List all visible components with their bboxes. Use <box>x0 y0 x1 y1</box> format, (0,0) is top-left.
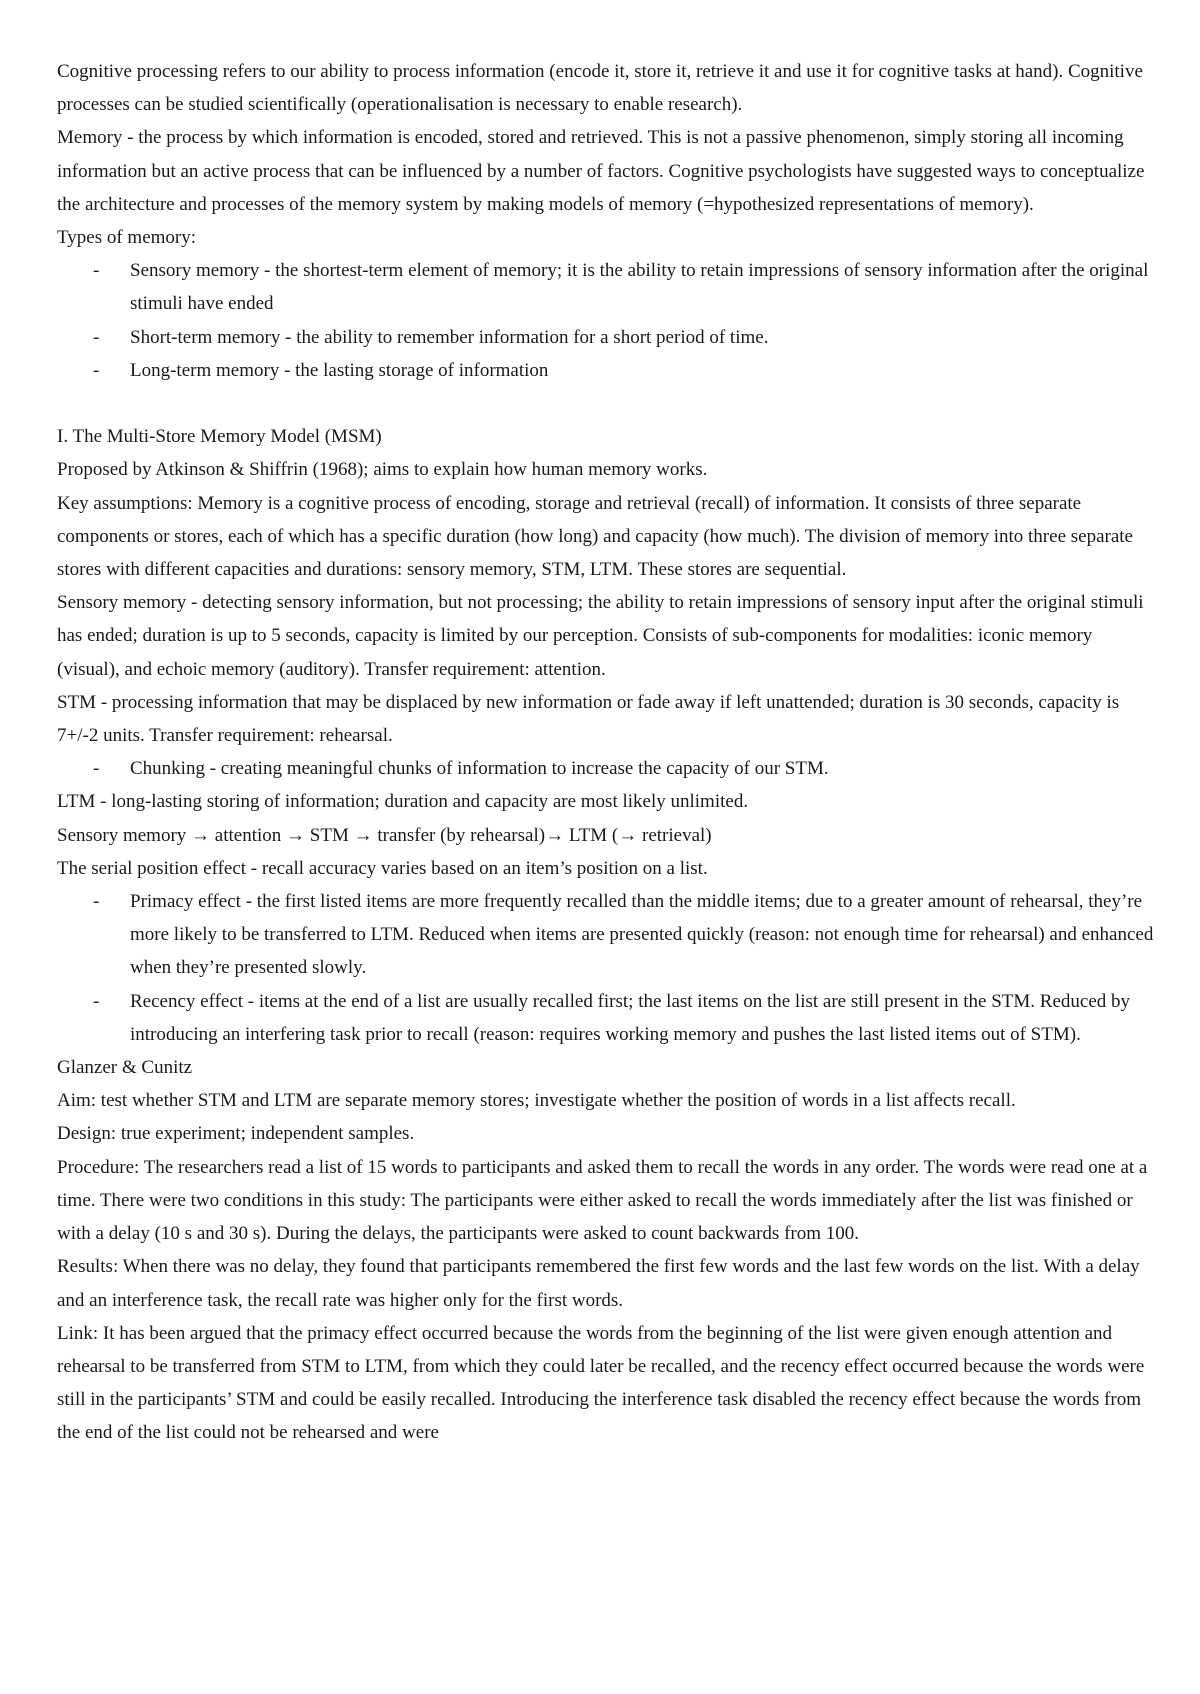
types-of-memory-list <box>57 254 1157 387</box>
list-item-sensory-memory <box>57 254 1157 320</box>
bullet-dash: - <box>93 758 100 780</box>
study-title: Glanzer & Cunitz <box>57 1057 193 1079</box>
list-item-text: Recency effect - items at the end of a list are usually recalled first; the last items on the list are still present in the STM. Reduced by introducing an interfering task prior to recall (reason: requires working memory and pushes the last listed items out of STM). <box>130 990 1131 1045</box>
paragraph-key-assumptions: Key assumptions: Memory is a cognitive process of encoding, storage and retrieval (recall) of information. It consists of three separate components or stores, each of which has a specific duration (how long) and capacity (how much). The division of memory into three separate stores with different capacities and durations: sensory memory, STM, LTM. These stores are sequential. <box>57 492 1133 581</box>
bullet-dash: - <box>93 891 100 913</box>
bullet-dash: - <box>93 359 100 381</box>
list-item-primacy-effect <box>57 885 1157 985</box>
list-item-long-term-memory <box>57 354 1157 387</box>
list-item-text: Primacy effect - the first listed items are more frequently recalled than the middle items; due to a greater amount of rehearsal, they’re more likely to be transferred to LTM. Reduced when items are presented quickly (reason: not enough time for rehearsal) and enhanced when they’re presented slowly. <box>130 891 1154 979</box>
list-item-chunking <box>57 752 1157 785</box>
paragraph-link: Link: It has been argued that the primacy effect occurred because the words from the beginning of the list were given enough attention and rehearsal to be transferred from STM to LTM, from which they could later be recalled, and the recency effect occurred because the words were still in the participants’ STM and could be easily recalled. Introducing the interference task disabled the recency effect because the words from the end of the list could not be rehearsed and were <box>57 1322 1145 1444</box>
list-item-text: Chunking - creating meaningful chunks of information to increase the capacity of our STM. <box>130 758 829 780</box>
serial-position-effects-list <box>57 885 1157 1051</box>
paragraph-results: Results: When there was no delay, they found that participants remembered the first few words and the last few words on the list. With a delay and an interference task, the recall rate was higher only for the first words. <box>57 1256 1140 1311</box>
paragraph-aim: Aim: test whether STM and LTM are separate memory stores; investigate whether the position of words in a list affects recall. <box>57 1090 1016 1112</box>
document-page <box>57 55 1157 1450</box>
list-item-short-term-memory <box>57 321 1157 354</box>
paragraph-memory-definition: Memory - the process by which information is encoded, stored and retrieved. This is not a passive phenomenon, simply storing all incoming information but an active process that can be influenced by a number of factors. Cognitive psychologists have suggested ways to conceptualize the architecture and processes of the memory system by making models of memory (=hypothesized representations of memory). <box>57 127 1145 215</box>
paragraph-msm-proposed: Proposed by Atkinson & Shiffrin (1968); aims to explain how human memory works. <box>57 459 708 481</box>
list-item-text: Sensory memory - the shortest-term element of memory; it is the ability to retain impressions of sensory information after the original stimuli have ended <box>130 260 1149 315</box>
bullet-dash: - <box>93 990 100 1012</box>
list-item-recency-effect <box>57 985 1157 1051</box>
blank-line <box>57 387 1157 420</box>
list-item-text: Short-term memory - the ability to remember information for a short period of time. <box>130 326 769 348</box>
types-of-memory-heading: Types of memory: <box>57 227 197 249</box>
bullet-dash: - <box>93 326 100 348</box>
memory-flow-line: Sensory memory → attention → STM → transfer (by rehearsal)→ LTM (→ retrieval) <box>57 824 712 846</box>
paragraph-design: Design: true experiment; independent samples. <box>57 1123 415 1145</box>
bullet-dash: - <box>93 260 100 282</box>
paragraph-procedure: Procedure: The researchers read a list of 15 words to participants and asked them to recall the words in any order. The words were read one at a time. There were two conditions in this study: The participants were either asked to recall the words immediately after the list was finished or with a delay (10 s and 30 s). During the delays, the participants were asked to count backwards from 100. <box>57 1156 1148 1245</box>
paragraph-sensory-store: Sensory memory - detecting sensory information, but not processing; the ability to retain impressions of sensory input after the original stimuli has ended; duration is up to 5 seconds, capacity is limited by our perception. Consists of sub-components for modalities: iconic memory (visual), and echoic memory (auditory). Transfer requirement: attention. <box>57 592 1144 680</box>
paragraph-ltm-store: LTM - long-lasting storing of information; duration and capacity are most likely unlimited. <box>57 791 749 813</box>
paragraph-cognitive-processing: Cognitive processing refers to our ability to process information (encode it, store it, retrieve it and use it for cognitive tasks at hand). Cognitive processes can be studied scientifically (operationalisation is necessary to enable research). <box>57 61 1143 116</box>
paragraph-stm-store: STM - processing information that may be displaced by new information or fade away if left unattended; duration is 30 seconds, capacity is 7+/-2 units. Transfer requirement: rehearsal. <box>57 691 1120 747</box>
list-item-text: Long-term memory - the lasting storage of information <box>130 359 549 381</box>
paragraph-serial-position: The serial position effect - recall accuracy varies based on an item’s position on a list. <box>57 857 708 879</box>
msm-heading: I. The Multi-Store Memory Model (MSM) <box>57 426 382 448</box>
